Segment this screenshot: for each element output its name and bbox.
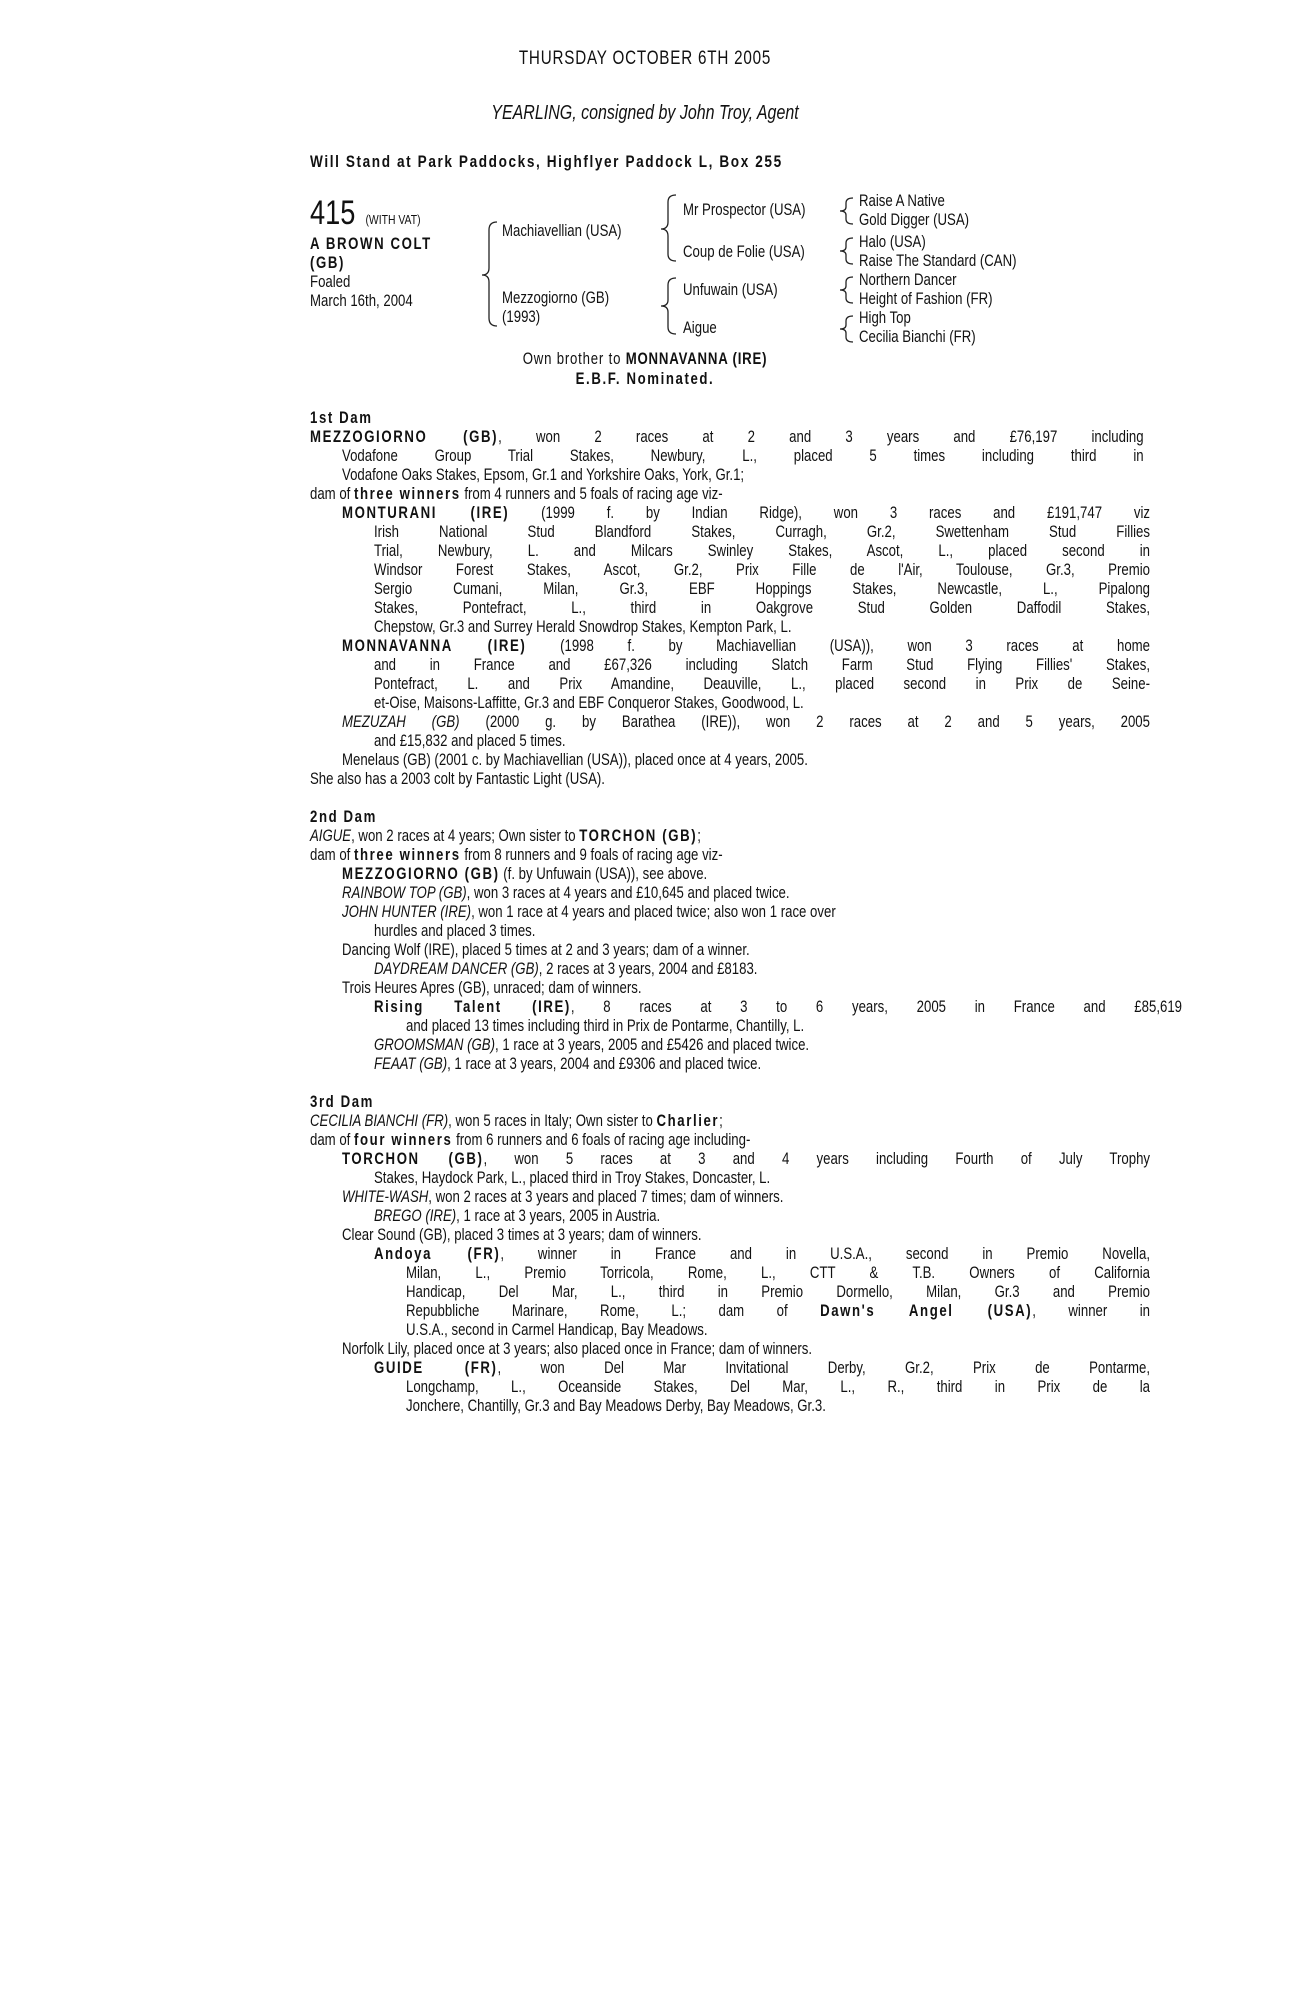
andoya-line-4: Repubbliche Marinare, Rome, L.; dam of Dawn's Angel (USA), winner in: [406, 1302, 1151, 1320]
foaled-date: March 16th, 2004: [310, 292, 413, 310]
brace-sire-line: [661, 195, 676, 261]
andoya-line-5: U.S.A., second in Carmel Handicap, Bay Meadows.: [406, 1321, 708, 1339]
pedigree-sire: Machiavellian (USA): [502, 222, 622, 240]
guide-line-1: GUIDE (FR), won Del Mar Invitational Derby, Gr.2, Prix de Pontarme,: [374, 1359, 1151, 1377]
she-also-line: She also has a 2003 colt by Fantastic Light (USA).: [310, 770, 605, 788]
third-dam-line-1: CECILIA BIANCHI (FR), won 5 races in Italy; Own sister to Charlier;: [310, 1112, 723, 1130]
monturani-line-1: MONTURANI (IRE) (1999 f. by Indian Ridge), won 3 races and £191,747 viz: [342, 504, 1151, 522]
second-dam-line-2: dam of three winners from 8 runners and 9 foals of racing age viz-: [310, 846, 723, 864]
vat-note: (WITH VAT): [365, 212, 421, 227]
andoya-line-3: Handicap, Del Mar, L., third in Premio Dormello, Milan, Gr.3 and Premio: [406, 1283, 1150, 1301]
third-dam-heading: 3rd Dam: [310, 1093, 375, 1111]
ebf-note: E.B.F. Nominated.: [575, 370, 715, 388]
torchon-line-1: TORCHON (GB), won 5 races at 3 and 4 years including Fourth of July Trophy: [342, 1150, 1151, 1168]
brace-mr-prospector: [840, 198, 853, 224]
brego-line: BREGO (IRE), 1 race at 3 years, 2005 in Austria.: [374, 1207, 661, 1225]
monnavanna-line-3: Pontefract, L. and Prix Amandine, Deauville, L., placed second in Prix de Seine-: [374, 675, 1150, 693]
john-hunter-line-1: JOHN HUNTER (IRE), won 1 race at 4 years and placed twice; also won 1 race over: [342, 903, 836, 921]
monnavanna-line-1: MONNAVANNA (IRE) (1998 f. by Machiavellian (USA)), won 3 races at home: [342, 637, 1151, 655]
lot-description: A BROWN COLT: [310, 235, 432, 253]
brace-unfuwain: [840, 277, 853, 303]
pedigree-sss: Raise A Native: [859, 192, 945, 210]
monturani-line-5: Sergio Cumani, Milan, Gr.3, EBF Hoppings Stakes, Newcastle, L., Pipalong: [374, 580, 1150, 598]
monturani-line-2: Irish National Stud Blandford Stakes, Curragh, Gr.2, Swettenham Stud Fillies: [374, 523, 1150, 541]
clear-sound-line: Clear Sound (GB), placed 3 times at 3 years; dam of winners.: [342, 1226, 702, 1244]
menelaus-line: Menelaus (GB) (2001 c. by Machiavellian (USA)), placed once at 4 years, 2005.: [342, 751, 808, 769]
pedigree-dsd: Height of Fashion (FR): [859, 290, 993, 308]
first-dam-line-3: Vodafone Oaks Stakes, Epsom, Gr.1 and Yorkshire Oaks, York, Gr.1;: [342, 466, 745, 484]
pedigree-dam: Mezzogiorno (GB): [502, 289, 610, 307]
rising-talent-line-1: Rising Talent (IRE), 8 races at 3 to 6 years, 2005 in France and £85,619: [374, 998, 1183, 1016]
pedigree-ddd: Cecilia Bianchi (FR): [859, 328, 976, 346]
second-dam-heading: 2nd Dam: [310, 808, 377, 826]
mezuzah-line-1: MEZUZAH (GB) (2000 g. by Barathea (IRE)), won 2 races at 2 and 5 years, 2005: [342, 713, 1150, 731]
norfolk-lily-line: Norfolk Lily, placed once at 3 years; also placed once in France; dam of winners.: [342, 1340, 813, 1358]
own-brother-prefix: Own brother to: [522, 350, 626, 368]
pedigree-sdd: Raise The Standard (CAN): [859, 252, 1017, 270]
mezuzah-line-2: and £15,832 and placed 5 times.: [374, 732, 566, 750]
rising-talent-line-2: and placed 13 times including third in Prix de Pontarme, Chantilly, L.: [406, 1017, 805, 1035]
pedigree-sire-sire: Mr Prospector (USA): [683, 201, 806, 219]
guide-line-2: Longchamp, L., Oceanside Stakes, Del Mar, L., R., third in Prix de la: [406, 1378, 1150, 1396]
brace-dam-line: [661, 278, 676, 334]
mezzogiorno-line: MEZZOGIORNO (GB) (f. by Unfuwain (USA)), see above.: [342, 865, 708, 883]
dancing-wolf-line: Dancing Wolf (IRE), placed 5 times at 2 and 3 years; dam of a winner.: [342, 941, 750, 959]
pedigree-sds: Halo (USA): [859, 233, 926, 251]
monturani-line-3: Trial, Newbury, L. and Milcars Swinley Stakes, Ascot, L., placed second in: [374, 542, 1150, 560]
pedigree-ssd: Gold Digger (USA): [859, 211, 970, 229]
stabling-location: Will Stand at Park Paddocks, Highflyer Paddock L, Box 255: [310, 152, 783, 171]
pedigree-sire-dam: Coup de Folie (USA): [683, 243, 805, 261]
brace-coup-de-folie: [840, 238, 853, 264]
brace-generation-1: [482, 222, 497, 326]
consignor-line: YEARLING, consigned by John Troy, Agent: [491, 102, 799, 124]
pedigree-braces: [0, 0, 1290, 360]
monnavanna-line-4: et-Oise, Maisons-Laffitte, Gr.3 and EBF Conqueror Stakes, Goodwood, L.: [374, 694, 804, 712]
second-dam-line-1: AIGUE, won 2 races at 4 years; Own sister to TORCHON (GB);: [310, 827, 701, 845]
pedigree-dam-sire: Unfuwain (USA): [683, 281, 778, 299]
sale-date: THURSDAY OCTOBER 6TH 2005: [518, 48, 772, 69]
first-dam-heading: 1st Dam: [310, 409, 373, 427]
first-dam-line-1: MEZZOGIORNO (GB), won 2 races at 2 and 3 years and £76,197 including: [310, 428, 1144, 446]
pedigree-dam-dam: Aigue: [683, 319, 717, 337]
foaled-label: Foaled: [310, 273, 351, 291]
torchon-line-2: Stakes, Haydock Park, L., placed third in Troy Stakes, Doncaster, L.: [374, 1169, 771, 1187]
white-wash-line: WHITE-WASH, won 2 races at 3 years and placed 7 times; dam of winners.: [342, 1188, 784, 1206]
monturani-line-6: Stakes, Pontefract, L., third in Oakgrove Stud Golden Daffodil Stakes,: [374, 599, 1150, 617]
monturani-line-7: Chepstow, Gr.3 and Surrey Herald Snowdrop Stakes, Kempton Park, L.: [374, 618, 792, 636]
own-brother-note: [129, 350, 1161, 369]
monnavanna-line-2: and in France and £67,326 including Slatch Farm Stud Flying Fillies' Stakes,: [374, 656, 1150, 674]
first-dam-line-4: dam of three winners from 4 runners and 5 foals of racing age viz-: [310, 485, 723, 503]
groomsman-line: GROOMSMAN (GB), 1 race at 3 years, 2005 and £5426 and placed twice.: [374, 1036, 810, 1054]
lot-description-origin: (GB): [310, 254, 345, 272]
brace-aigue: [840, 316, 853, 342]
pedigree-dss: Northern Dancer: [859, 271, 957, 289]
daydream-dancer-line: DAYDREAM DANCER (GB), 2 races at 3 years, 2004 and £8183.: [374, 960, 758, 978]
third-dam-line-2: dam of four winners from 6 runners and 6 foals of racing age including-: [310, 1131, 751, 1149]
lot-number: 415: [310, 194, 356, 232]
trois-heures-line: Trois Heures Apres (GB), unraced; dam of winners.: [342, 979, 642, 997]
pedigree-dds: High Top: [859, 309, 911, 327]
andoya-line-2: Milan, L., Premio Torricola, Rome, L., CTT & T.B. Owners of California: [406, 1264, 1150, 1282]
monturani-line-4: Windsor Forest Stakes, Ascot, Gr.2, Prix Fille de l'Air, Toulouse, Gr.3, Premio: [374, 561, 1150, 579]
own-brother-name: MONNAVANNA (IRE): [625, 350, 768, 368]
rainbow-top-line: RAINBOW TOP (GB), won 3 races at 4 years and £10,645 and placed twice.: [342, 884, 790, 902]
john-hunter-line-2: hurdles and placed 3 times.: [374, 922, 536, 940]
feaat-line: FEAAT (GB), 1 race at 3 years, 2004 and £9306 and placed twice.: [374, 1055, 762, 1073]
pedigree-dam-year: (1993): [502, 308, 541, 326]
guide-line-3: Jonchere, Chantilly, Gr.3 and Bay Meadows Derby, Bay Meadows, Gr.3.: [406, 1397, 826, 1415]
first-dam-line-2: Vodafone Group Trial Stakes, Newbury, L., placed 5 times including third in: [342, 447, 1144, 465]
andoya-line-1: Andoya (FR), winner in France and in U.S.A., second in Premio Novella,: [374, 1245, 1150, 1263]
